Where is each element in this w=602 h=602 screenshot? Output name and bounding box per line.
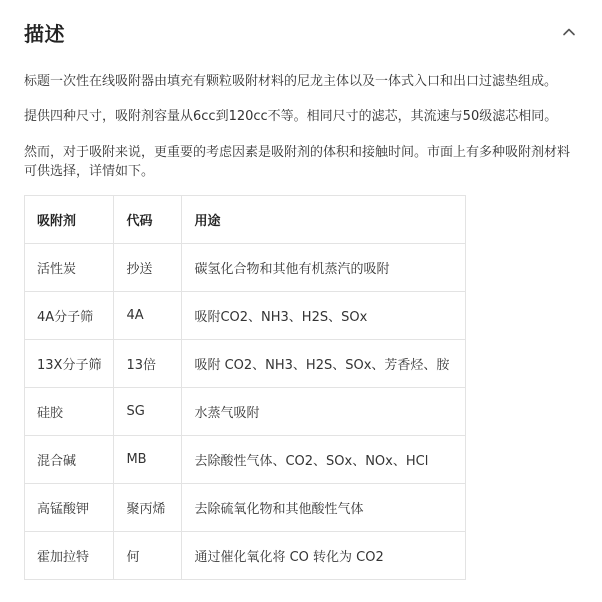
cell-code: SG	[114, 388, 182, 436]
table-row	[25, 436, 466, 484]
description-paragraph-1: 标题一次性在线吸附器由填充有颗粒吸附材料的尼龙主体以及一体式入口和出口过滤垫组成。	[24, 74, 558, 89]
cell-adsorbent: 4A分子筛	[25, 292, 114, 340]
table-row	[25, 484, 466, 532]
cell-usage: 碳氢化合物和其他有机蒸汽的吸附	[182, 244, 466, 292]
cell-adsorbent: 高锰酸钾	[25, 484, 114, 532]
table-row	[25, 388, 466, 436]
section-title: 描述	[24, 21, 65, 46]
cell-code: 聚丙烯	[114, 484, 182, 532]
column-header-usage: 用途	[182, 196, 466, 244]
cell-code: 4A	[114, 292, 182, 340]
adsorbent-table	[24, 195, 466, 580]
table-row	[25, 244, 466, 292]
description-paragraph-2: 提供四种尺寸，吸附剂容量从6cc到120cc不等。相同尺寸的滤芯，其流速与50级滤芯相同。	[24, 109, 558, 124]
column-header-adsorbent: 吸附剂	[25, 196, 114, 244]
cell-usage: 通过催化氧化将 CO 转化为 CO2	[182, 532, 466, 580]
cell-adsorbent: 活性炭	[25, 244, 114, 292]
cell-usage: 吸附CO2、NH3、H2S、SOx	[182, 292, 466, 340]
cell-usage: 去除酸性气体、CO2、SOx、NOx、HCl	[182, 436, 466, 484]
cell-adsorbent: 硅胶	[25, 388, 114, 436]
cell-usage: 吸附 CO2、NH3、H2S、SOx、芳香烃、胺	[182, 340, 466, 388]
cell-code: 何	[114, 532, 182, 580]
cell-usage: 去除硫氧化物和其他酸性气体	[182, 484, 466, 532]
cell-adsorbent: 混合碱	[25, 436, 114, 484]
cell-adsorbent: 13X分子筛	[25, 340, 114, 388]
section-header[interactable]	[24, 16, 580, 48]
table-row	[25, 532, 466, 580]
description-paragraph-3: 然而，对于吸附来说，更重要的考虑因素是吸附剂的体积和接触时间。市面上有多种吸附剂材料可供选择，详情如下。	[24, 145, 571, 179]
cell-code: 13倍	[114, 340, 182, 388]
table-header-row	[25, 196, 466, 244]
cell-adsorbent: 霍加拉特	[25, 532, 114, 580]
cell-code: 抄送	[114, 244, 182, 292]
column-header-code: 代码	[114, 196, 182, 244]
cell-code: MB	[114, 436, 182, 484]
chevron-up-icon[interactable]	[558, 21, 580, 43]
table-row	[25, 340, 466, 388]
cell-usage: 水蒸气吸附	[182, 388, 466, 436]
table-row	[25, 292, 466, 340]
